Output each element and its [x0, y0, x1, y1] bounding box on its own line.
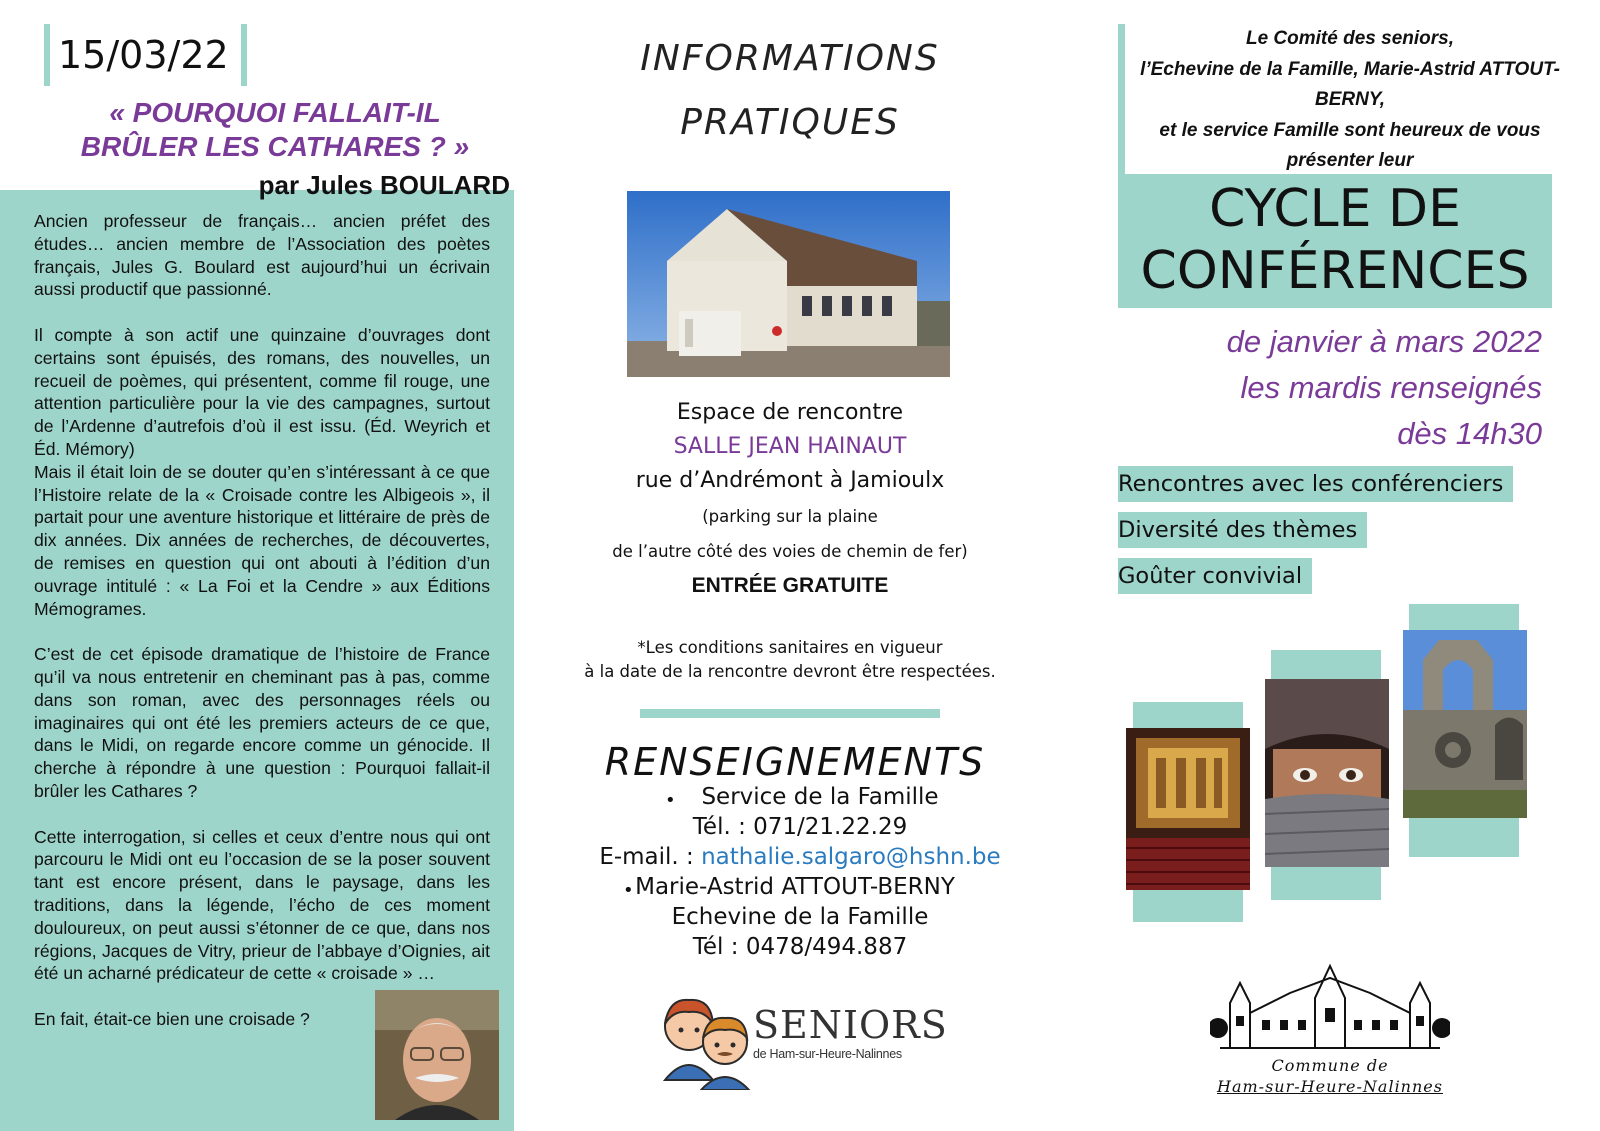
- contact-person-role: Echevine de la Famille: [671, 904, 929, 930]
- bio-paragraph: Il compte à son actif une quinzaine d’ouvrages dont certains sont épuisés, des romans, des nouvelles, un recueil de poèmes, qui présentent, comme fil rouge, une attention particulière pour la vie des campagnes, surtout de l’Ardenne d’autrefois d’où il est issu. (Éd. Weyrich et Éd. Mémory): [34, 324, 490, 459]
- intro-line: BERNY,: [1314, 89, 1386, 110]
- seniors-logo-subtitle: de Ham-sur-Heure-Nalinnes: [753, 1047, 902, 1061]
- schedule-period: de janvier à mars 2022: [1226, 324, 1542, 359]
- contact-email-line: [560, 844, 1040, 870]
- intro-text: [1130, 24, 1570, 177]
- free-entry-label: ENTRÉE GRATUITE: [691, 574, 889, 597]
- info-title-line-1: INFORMATIONS: [640, 38, 940, 79]
- bio-paragraph: En fait, était-ce bien une croisade ?: [34, 1008, 310, 1029]
- cycle-title-line-2: CONFÉRENCES: [1140, 241, 1530, 301]
- intro-accent-bar: [1118, 24, 1125, 174]
- bio-paragraph: Cette interrogation, si celles et ceux d’entre nous qui ont parcouru le Midi ont eu l’occasion de se la poser souvent tant est encore présent, dans le paysage, dans les traditions, dans la légende, l’écho de ces moment douloureux, on peut aussi s’étonner de ce que, dans nos régions, Jacques de Vitry, prieur de l’abbaye d’Oignies, ait été un acharné prédicateur de cette « croisade » …: [34, 826, 490, 984]
- contact-title: RENSEIGNEMENTS: [604, 740, 986, 784]
- veiled-woman-photo: [1265, 679, 1389, 867]
- bio-paragraph: C’est de cet épisode dramatique de l’histoire de France qu’il va nous entretenir en cheminant pas à pas, comme dans son roman, avec des personnages réels ou imaginaires qui ont été les premiers acteurs de ce que, dans le Midi, on regarde encore comme un génocide. Il cherche à répondre à une question : Pourquoi fallait-il brûler les Cathares ?: [34, 644, 490, 801]
- talk-title-line-1: « POURQUOI FALLAIT-IL: [109, 97, 441, 128]
- feature-item: Diversité des thèmes: [1118, 512, 1367, 548]
- venue-name: SALLE JEAN HAINAUT: [673, 434, 907, 459]
- bio-paragraph: Mais il était loin de se douter qu’en s’intéressant à ce que l’Histoire relate de la « Croisade contre les Albigeois », il partait pour une aventure historique et littéraire de près de dix années. Dix années de recherches, de découvertes, de remises en question qui ont abouti à l’édition d’un ouvrage intitulé : « La Foi et la Cendre » aux Éditions Mémogrames.: [34, 461, 490, 619]
- contact-service: Service de la Famille: [701, 784, 939, 810]
- parking-note-line-2: de l’autre côté des voies de chemin de fer): [612, 542, 968, 561]
- contact-person: Marie-Astrid ATTOUT-BERNY: [635, 874, 955, 900]
- venue-lead: Espace de rencontre: [676, 400, 904, 425]
- feature-item: Rencontres avec les conférenciers: [1118, 466, 1513, 502]
- talk-title-line-2: BRÛLER LES CATHARES ? »: [80, 131, 470, 162]
- speaker-name: par Jules BOULARD: [258, 170, 510, 200]
- sanitary-note-line-2: à la date de la rencontre devront être respectées.: [584, 662, 996, 681]
- email-link[interactable]: nathalie.salgaro@hshn.be: [701, 844, 1001, 870]
- talk-title: [40, 96, 510, 164]
- seniors-logo-word: SENIORS: [753, 1003, 948, 1047]
- theatre-photo: [1126, 728, 1250, 890]
- intro-line: l’Echevine de la Famille, Marie-Astrid ATTOUT-: [1140, 58, 1560, 80]
- abbey-ruins-photo: [1403, 630, 1527, 818]
- feature-item: Goûter convivial: [1118, 558, 1312, 594]
- email-label: E-mail. :: [599, 844, 702, 870]
- venue-address: rue d’Andrémont à Jamioulx: [635, 468, 945, 493]
- section-divider: [640, 709, 940, 718]
- speaker-bio: [34, 210, 490, 1053]
- event-date: 15/03/22: [44, 24, 247, 86]
- commune-label-line-1: Commune de: [1271, 1056, 1389, 1075]
- intro-line: et le service Famille sont heureux de vous: [1159, 119, 1541, 141]
- contact-service-phone: Tél. : 071/21.22.29: [692, 814, 908, 840]
- commune-label-line-2: Ham-sur-Heure-Nalinnes: [1217, 1077, 1443, 1096]
- venue-photo: [627, 191, 950, 377]
- intro-line: Le Comité des seniors,: [1245, 28, 1454, 49]
- parking-note-line-1: (parking sur la plaine: [702, 507, 878, 526]
- commune-castle-emblem: [1210, 958, 1450, 1058]
- contact-person-phone: Tél : 0478/494.887: [692, 934, 908, 960]
- schedule-days: les mardis renseignés: [1240, 370, 1542, 405]
- speaker-portrait: [375, 990, 499, 1120]
- intro-line: présenter leur: [1286, 150, 1414, 171]
- info-title-line-2: PRATIQUES: [680, 102, 900, 143]
- sanitary-note-line-1: *Les conditions sanitaires en vigueur: [637, 638, 943, 657]
- bio-paragraph: Ancien professeur de français… ancien préfet des études… ancien membre de l’Association des poètes français, Jules G. Boulard est aujourd’hui un écrivain aussi productif que passionné.: [34, 211, 490, 300]
- schedule-time: dès 14h30: [1397, 416, 1542, 451]
- bullet-icon: •: [623, 880, 634, 901]
- cycle-title-line-1: CYCLE DE: [1209, 179, 1461, 239]
- bullet-icon: •: [665, 790, 676, 811]
